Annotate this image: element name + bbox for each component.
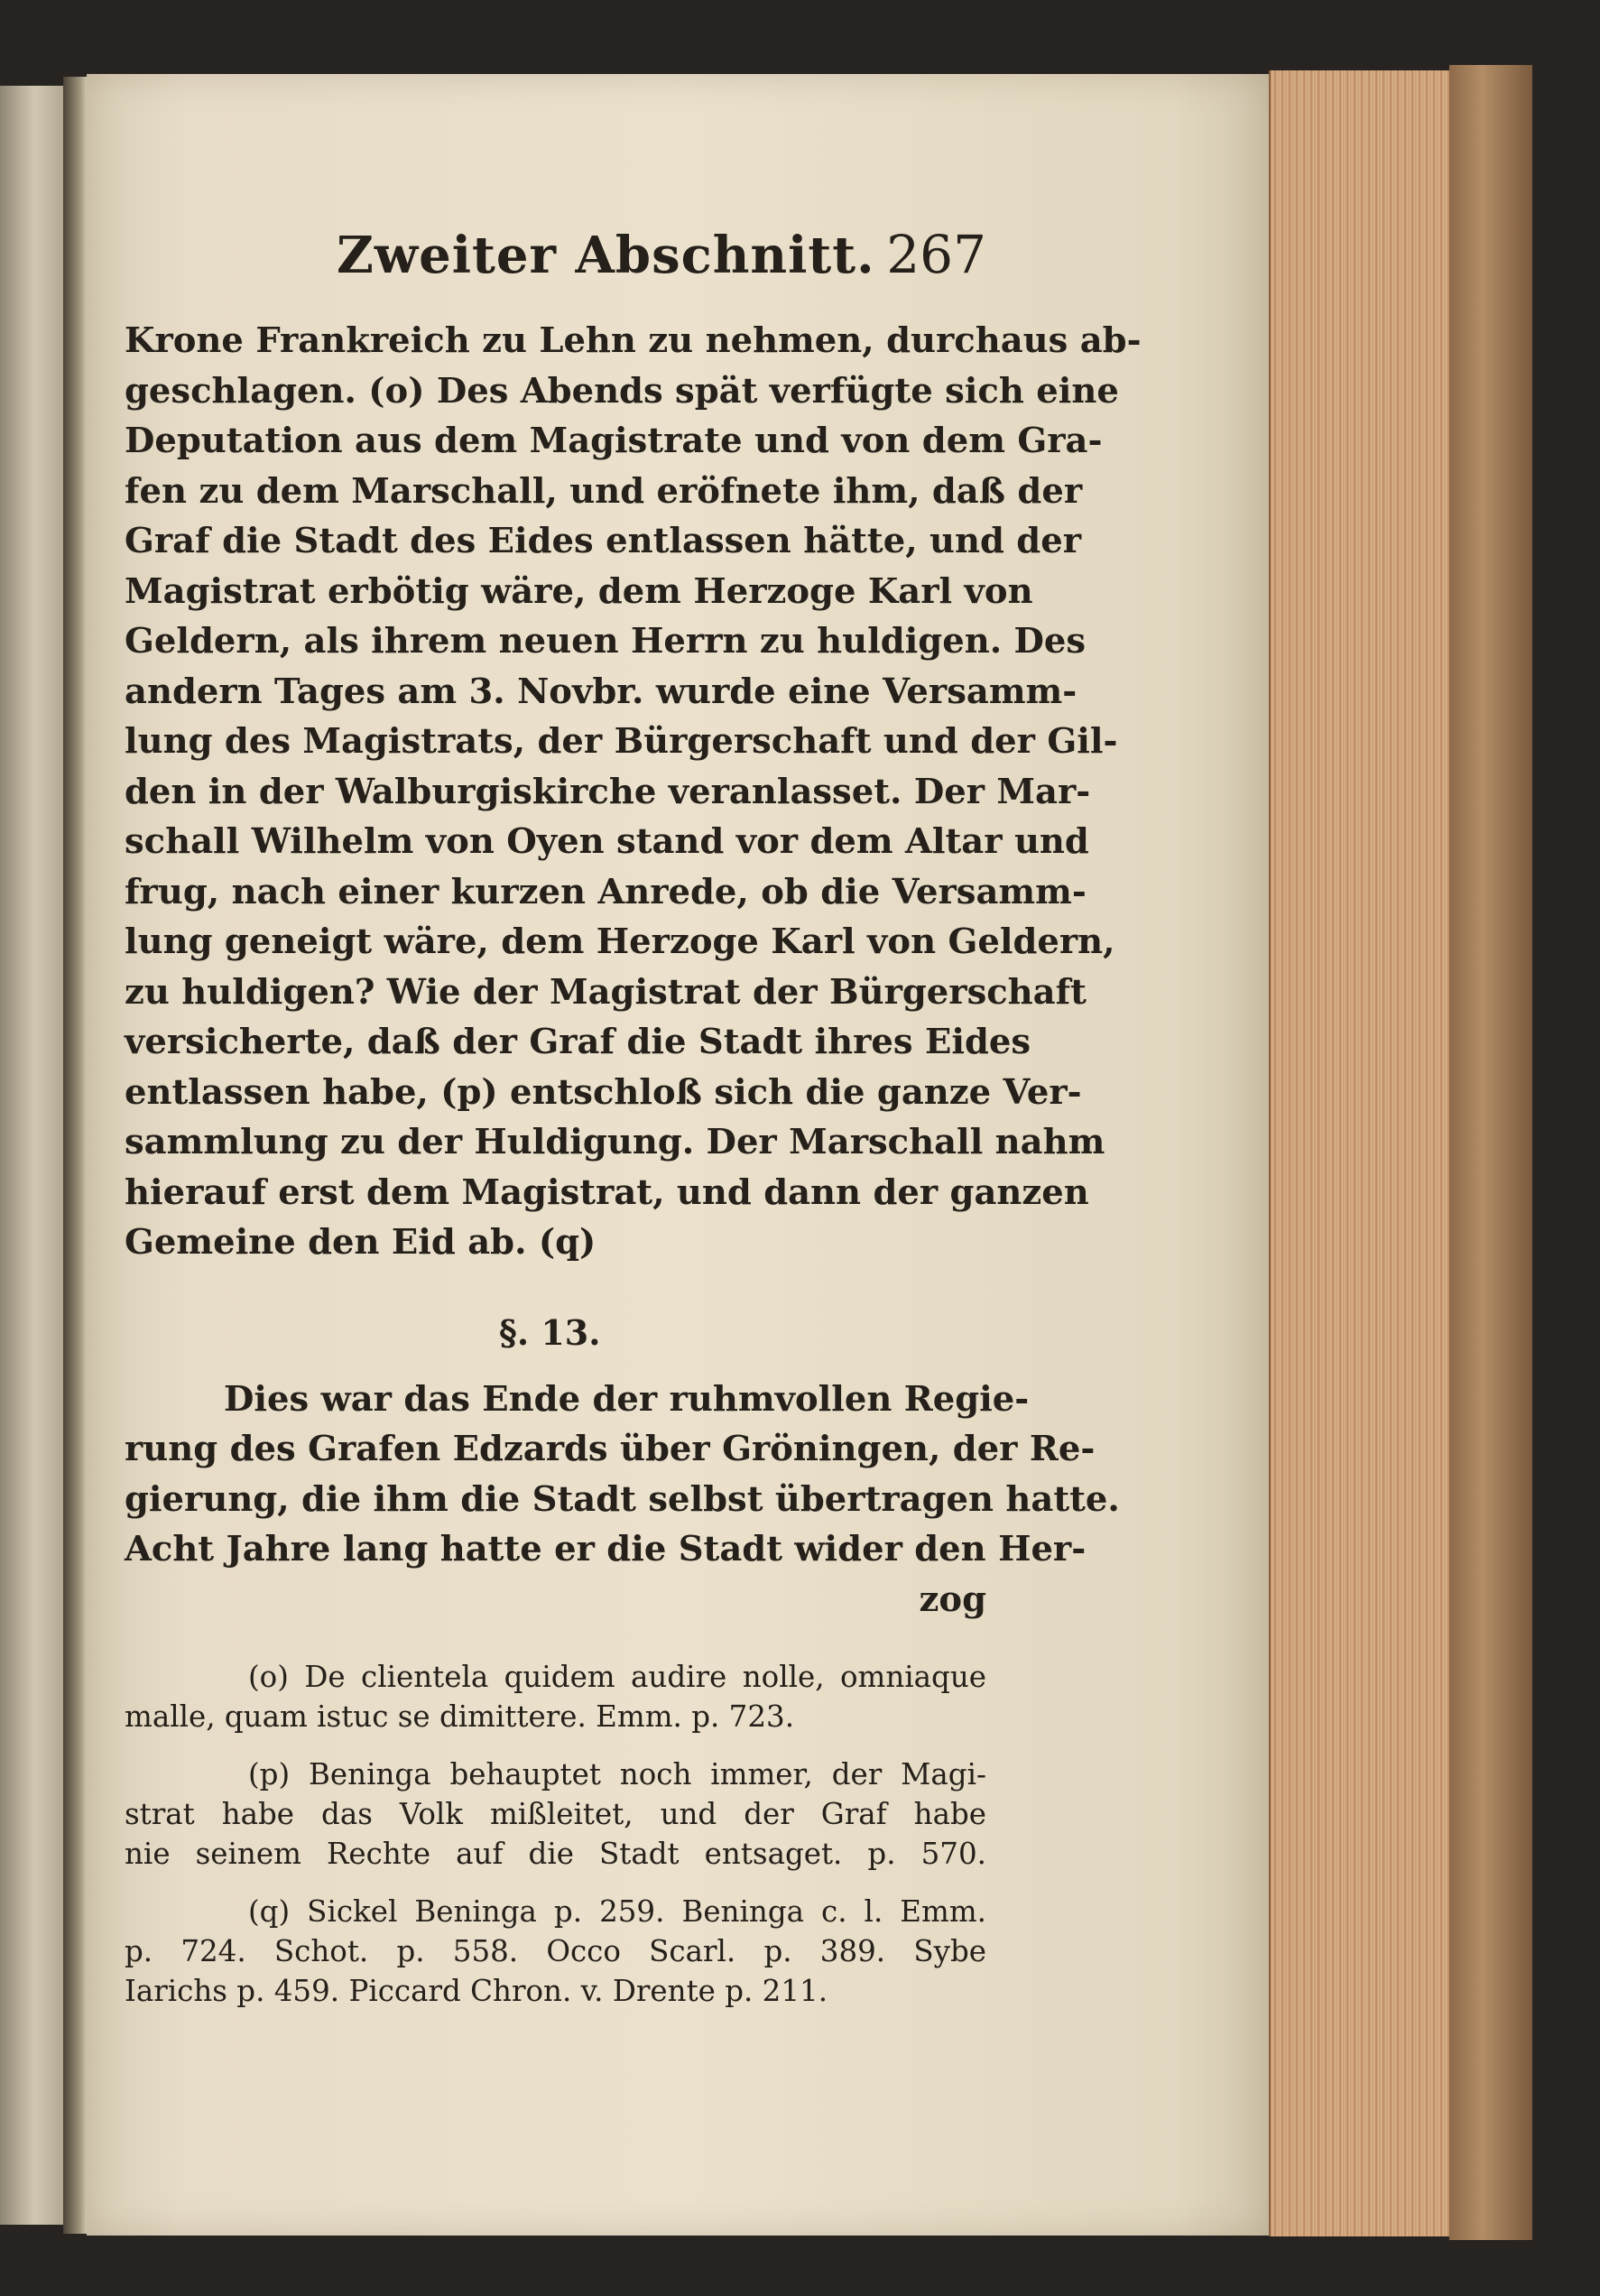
footnote-line: strat habe das Volk mißleitet, und der Graf habe (125, 1797, 986, 1831)
footnote-line: (o) De clientela quidem audire nolle, omniaque (248, 1660, 986, 1694)
left-page-edge (0, 86, 65, 2225)
text-line: Geldern, als ihrem neuen Herrn zu huldigen. Des (125, 621, 1087, 662)
text-line: rung des Grafen Edzards über Gröningen, der Re- (125, 1429, 1096, 1469)
text-line: zu huldigen? Wie der Magistrat der Bürgerschaft (125, 971, 1087, 1013)
section-heading: §. 13. (499, 1311, 601, 1353)
text-line: Krone Frankreich zu Lehn zu nehmen, durchaus ab- (125, 320, 1142, 361)
text-line: lung des Magistrats, der Bürgerschaft und der Gil- (125, 721, 1118, 762)
text-line: frug, nach einer kurzen Anrede, ob die Versamm- (125, 871, 1087, 912)
text-line: fen zu dem Marschall, und eröfnete ihm, daß der (125, 470, 1083, 512)
text-line: schall Wilhelm von Oyen stand vor dem Altar und (125, 821, 1089, 862)
text-line: Graf die Stadt des Eides entlassen hätte, und der (125, 521, 1082, 561)
footnotes (125, 1657, 986, 2011)
footnote-line: Iarichs p. 459. Piccard Chron. v. Drente p. 211. (125, 1974, 828, 2008)
text-line: Dies war das Ende der ruhmvollen Regie- (224, 1378, 1030, 1420)
footnote-line: (q) Sickel Beninga p. 259. Beninga c. l. Emm. (248, 1894, 986, 1929)
text-line: gierung, die ihm die Stadt selbst übertragen hatte. (125, 1478, 1120, 1520)
header-title: Zweiter Abschnitt. (337, 226, 875, 285)
footnote-line: nie seinem Rechte auf die Stadt entsaget. p. 570. (125, 1837, 986, 1871)
text-line: entlassen habe, (p) entschloß sich die ganze Ver- (125, 1071, 1082, 1113)
footnote-line: malle, quam istuc se dimittere. Emm. p. 723. (125, 1699, 795, 1734)
text-line: lung geneigt wäre, dem Herzoge Karl von Geldern, (125, 921, 1115, 962)
text-line: sammlung zu der Huldigung. Der Marschall nahm (125, 1122, 1105, 1162)
footnote-line: p. 724. Schot. p. 558. Occo Scarl. p. 389. Sybe (125, 1934, 986, 1968)
footnote-o (125, 1657, 986, 1736)
text-line: den in der Walburgiskirche veranlasset. Der Mar- (125, 771, 1091, 812)
text-line: versicherte, daß der Graf die Stadt ihres Eides (125, 1022, 1031, 1062)
footnote-q (125, 1892, 986, 2011)
text-line: andern Tages am 3. Novbr. wurde eine Versamm- (125, 671, 1077, 712)
footnote-line: (p) Beninga behauptet noch immer, der Magi- (248, 1757, 986, 1791)
paragraph-2 (125, 1375, 1120, 1625)
paragraph-1 (125, 316, 1142, 1268)
running-header (125, 217, 986, 303)
text-line: Acht Jahre lang hatte er die Stadt wider den Her- (125, 1529, 1087, 1569)
book-cover-edge (1449, 65, 1532, 2240)
catchword: zog (919, 1578, 986, 1620)
footnote-p (125, 1754, 986, 1874)
page-content (125, 217, 1142, 2029)
text-line: Gemeine den Eid ab. (q) (125, 1222, 597, 1263)
text-line: geschlagen. (o) Des Abends spät verfügte sich eine (125, 370, 1119, 412)
page-edges (1269, 70, 1451, 2236)
book-gutter (63, 77, 87, 2234)
page-number: 267 (886, 224, 986, 285)
text-line: hierauf erst dem Magistrat, und dann der ganzen (125, 1171, 1089, 1213)
text-line: Magistrat erbötig wäre, dem Herzoge Karl von (125, 570, 1033, 612)
text-line: Deputation aus dem Magistrate und von dem Gra- (125, 421, 1103, 461)
